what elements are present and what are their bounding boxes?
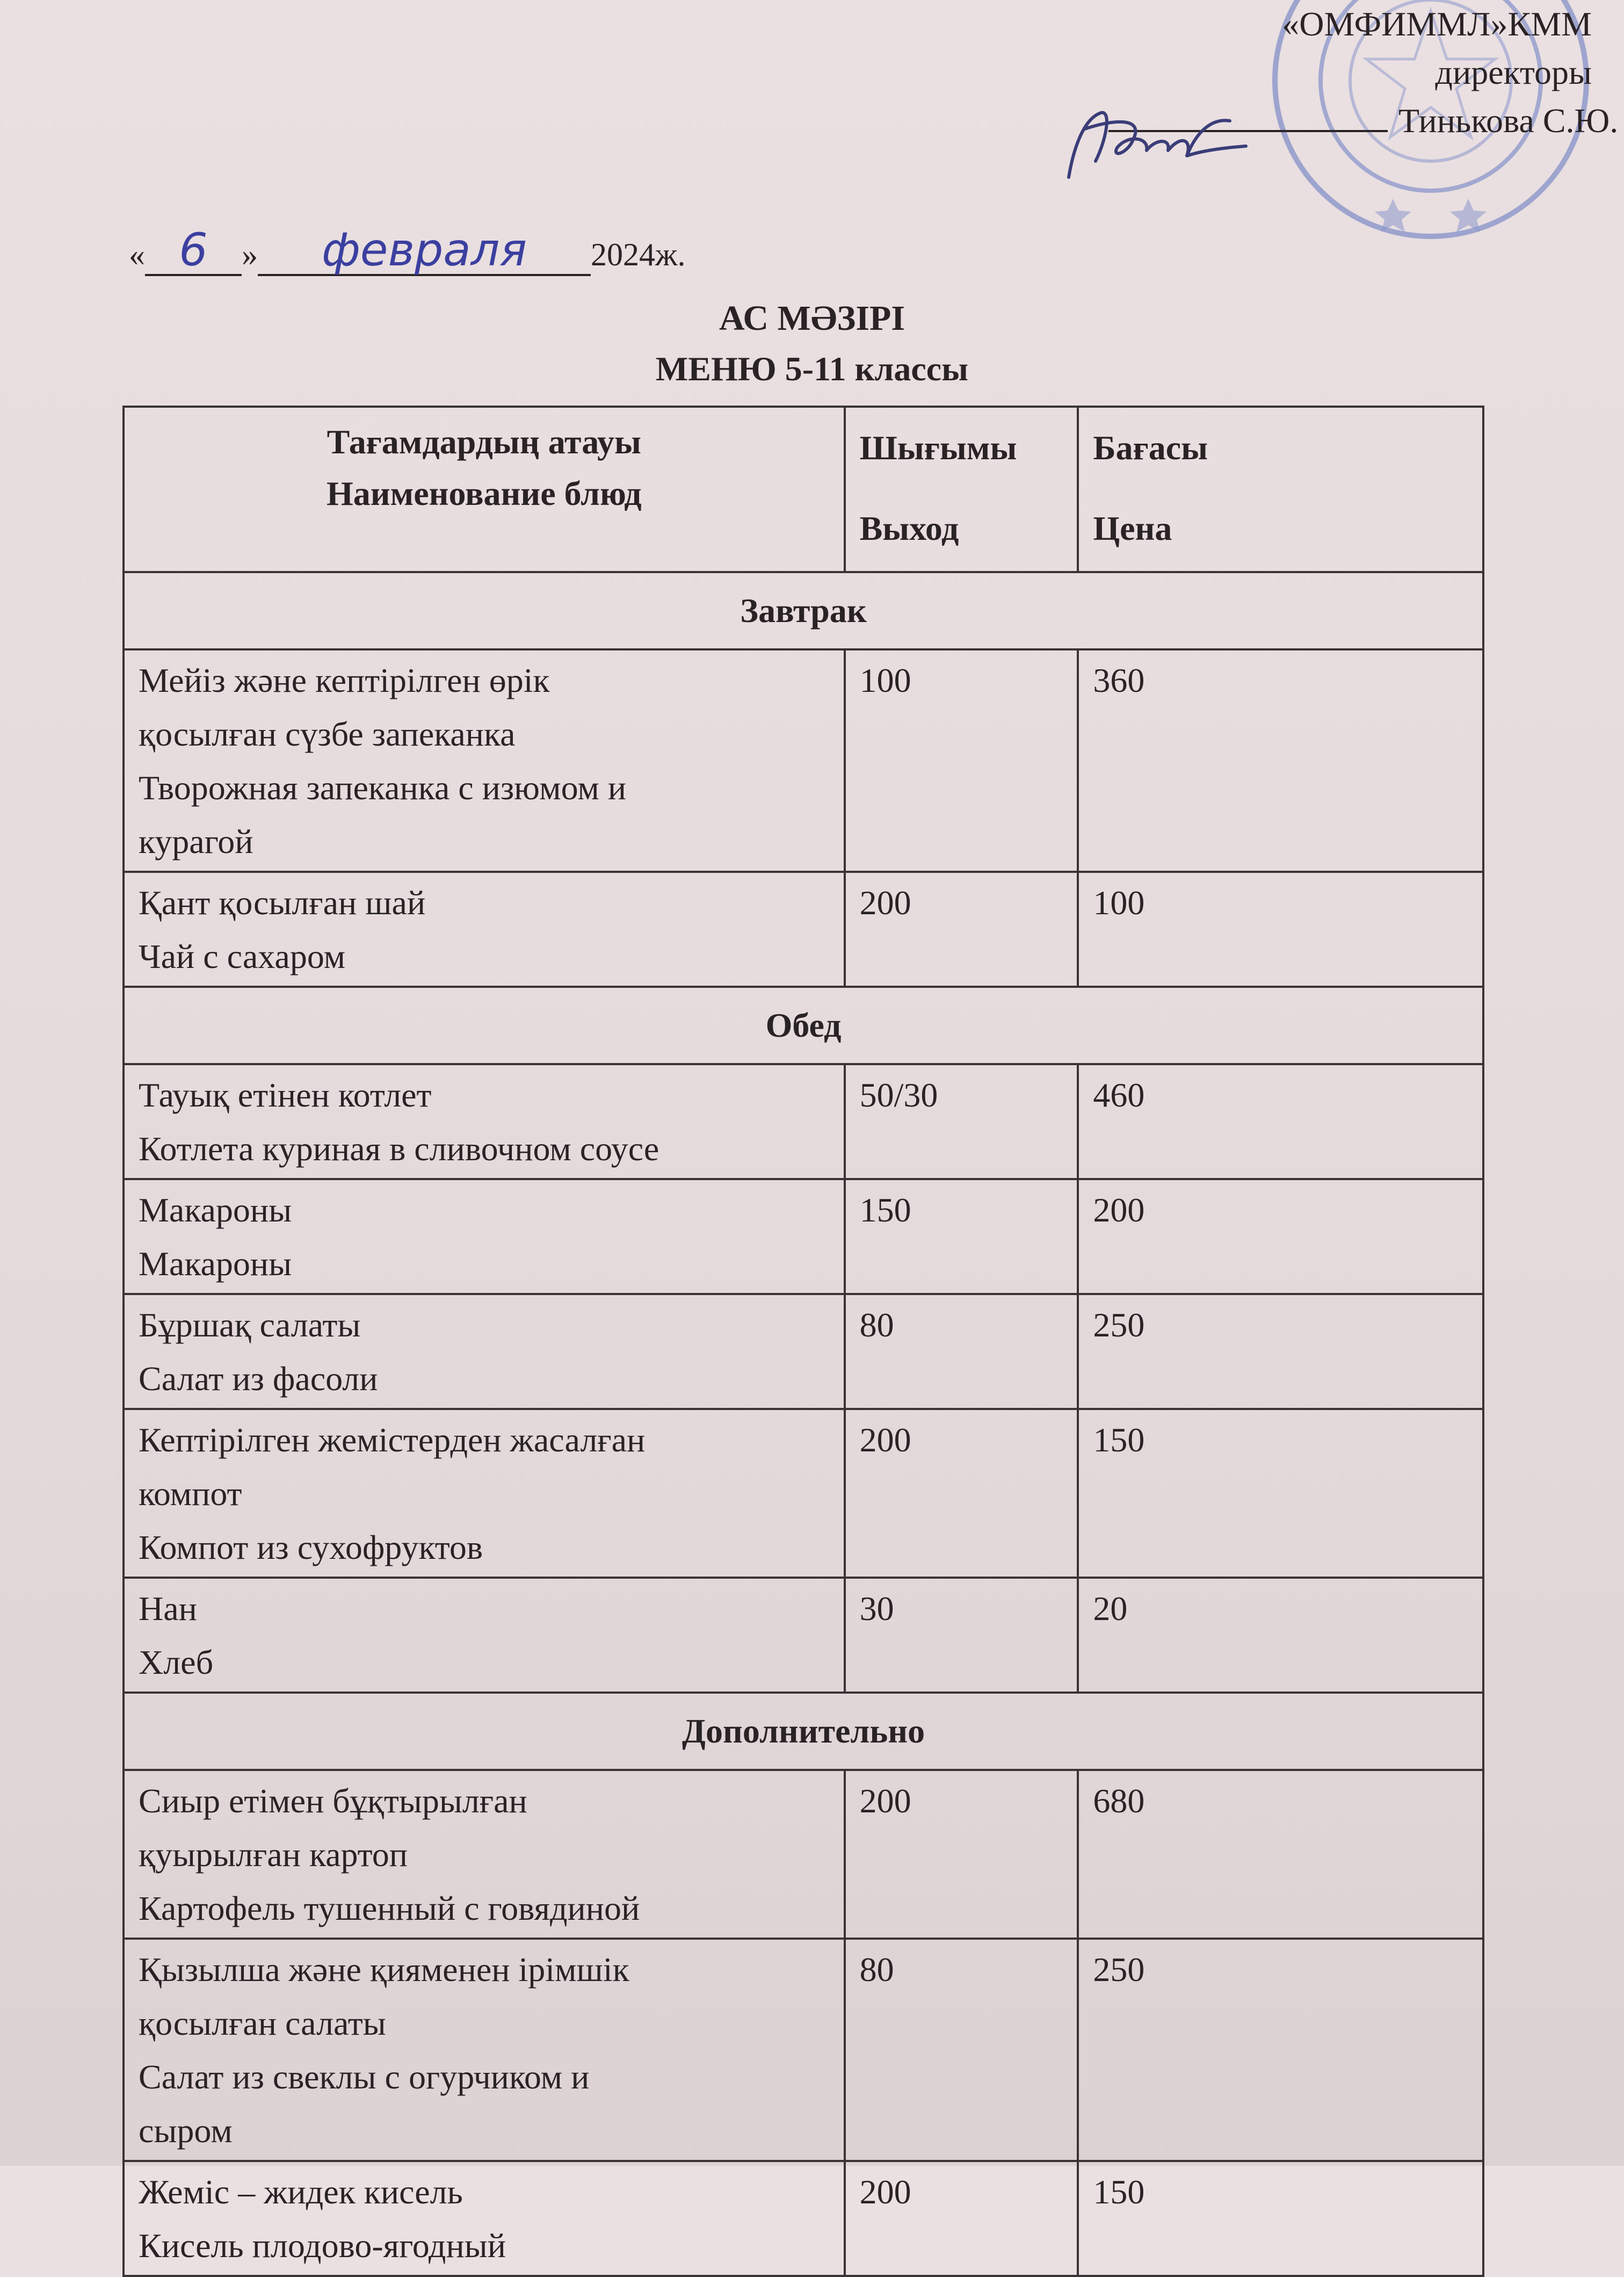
table-row — [124, 1770, 1483, 1939]
dish-output: 80 — [845, 1294, 1078, 1409]
date-month: февраля — [258, 226, 591, 276]
dish-name-line: қуырылған картоп — [139, 1835, 408, 1874]
dish-name-line: Кептірілген жемістерден жасалған — [139, 1421, 646, 1459]
dish-output: 200 — [845, 1770, 1078, 1939]
dish-price: 250 — [1078, 1294, 1483, 1409]
dish-output: 200 — [845, 2161, 1078, 2276]
dish-price: 20 — [1078, 1578, 1483, 1693]
approval-position: директоры — [1435, 53, 1592, 91]
dish-name — [124, 1770, 845, 1939]
section-row — [124, 572, 1483, 649]
dish-name-line: компот — [139, 1474, 242, 1513]
handwritten-signature-icon — [1053, 97, 1257, 193]
table-row — [124, 1409, 1483, 1578]
dish-name — [124, 1064, 845, 1179]
date-close-quote: » — [242, 237, 258, 272]
dish-name-line: Картофель тушенный с говядиной — [139, 1889, 640, 1927]
dish-name-line: Салат из фасоли — [139, 1360, 378, 1398]
dish-output: 150 — [845, 1179, 1078, 1294]
header-name — [124, 407, 845, 572]
dish-name-line: Жеміс – жидек кисель — [139, 2173, 463, 2211]
dish-name — [124, 1409, 845, 1578]
header-price — [1078, 407, 1483, 572]
header-name-ru: Наименование блюд — [327, 474, 642, 512]
dish-name-line: курагой — [139, 822, 253, 861]
dish-name-line: Мейіз және кептірілген өрік — [139, 661, 550, 699]
dish-name-line: Чай с сахаром — [139, 937, 346, 975]
dish-price: 100 — [1078, 872, 1483, 987]
menu-title-kz: АС МӘЗІРІ — [719, 299, 905, 338]
dish-name-line: Макароны — [139, 1245, 292, 1283]
dish-name-line: Тауық етінен котлет — [139, 1076, 432, 1114]
header-price-kz: Бағасы — [1093, 429, 1208, 467]
section-row — [124, 1693, 1483, 1770]
header-name-kz: Тағамдардың атауы — [327, 423, 641, 461]
dish-output: 200 — [845, 1409, 1078, 1578]
dish-name-line: Компот из сухофруктов — [139, 1528, 483, 1566]
header-output-kz: Шығымы — [859, 429, 1017, 467]
header-output-ru: Выход — [859, 509, 959, 547]
dish-price: 150 — [1078, 2161, 1483, 2276]
dish-name-line: Бұршақ салаты — [139, 1306, 361, 1344]
section-title: Обед — [124, 987, 1483, 1064]
table-row — [124, 872, 1483, 987]
table-row — [124, 1578, 1483, 1693]
dish-name-line: Қант қосылған шай — [139, 884, 426, 922]
dish-output: 30 — [845, 1578, 1078, 1693]
dish-name-line: қосылған сүзбе запеканка — [139, 715, 516, 753]
dish-name-line: Қызылша және қияменен ірімшік — [139, 1950, 629, 1989]
dish-price: 250 — [1078, 1939, 1483, 2161]
section-title: Завтрак — [124, 572, 1483, 649]
dish-output: 100 — [845, 649, 1078, 872]
table-row — [124, 1064, 1483, 1179]
dish-output: 200 — [845, 872, 1078, 987]
dish-output: 80 — [845, 1939, 1078, 2161]
dish-name — [124, 2161, 845, 2276]
date-open-quote: « — [129, 237, 145, 272]
header-output — [845, 407, 1078, 572]
menu-title-ru: МЕНЮ 5-11 классы — [655, 350, 969, 388]
date-day: 6 — [145, 226, 242, 276]
date-year: 2024ж. — [591, 237, 686, 272]
header-price-ru: Цена — [1093, 509, 1172, 547]
dish-name-line: Салат из свеклы с огурчиком и — [139, 2058, 590, 2096]
dish-name-line: Нан — [139, 1589, 197, 1628]
dish-name — [124, 1578, 845, 1693]
dish-price: 150 — [1078, 1409, 1483, 1578]
dish-price: 680 — [1078, 1770, 1483, 1939]
dish-name — [124, 1179, 845, 1294]
dish-name — [124, 1939, 845, 2161]
date-line — [129, 223, 686, 276]
table-row — [124, 1294, 1483, 1409]
menu-header-row — [124, 407, 1483, 572]
menu-table — [122, 406, 1484, 2277]
dish-name-line: қосылған салаты — [139, 2004, 386, 2042]
dish-output: 50/30 — [845, 1064, 1078, 1179]
dish-name-line: Сиыр етімен бұқтырылған — [139, 1782, 527, 1820]
dish-price: 460 — [1078, 1064, 1483, 1179]
dish-name-line: Макароны — [139, 1191, 292, 1229]
dish-price: 360 — [1078, 649, 1483, 872]
table-row — [124, 649, 1483, 872]
dish-name-line: Творожная запеканка с изюмом и — [139, 769, 627, 807]
table-row — [124, 1179, 1483, 1294]
dish-name-line: Кисель плодово-ягодный — [139, 2227, 506, 2265]
dish-name — [124, 1294, 845, 1409]
dish-name-line: Хлеб — [139, 1643, 214, 1681]
dish-name-line: сыром — [139, 2112, 233, 2150]
table-row — [124, 2161, 1483, 2276]
section-title: Дополнительно — [124, 1693, 1483, 1770]
dish-name — [124, 649, 845, 872]
approval-organization: «ОМФИММЛ»КММ — [1282, 5, 1592, 43]
dish-price: 200 — [1078, 1179, 1483, 1294]
dish-name — [124, 872, 845, 987]
table-row — [124, 1939, 1483, 2161]
approval-signer-name: Тинькова С.Ю. — [1398, 102, 1619, 140]
section-row — [124, 987, 1483, 1064]
dish-name-line: Котлета куриная в сливочном соусе — [139, 1130, 659, 1168]
